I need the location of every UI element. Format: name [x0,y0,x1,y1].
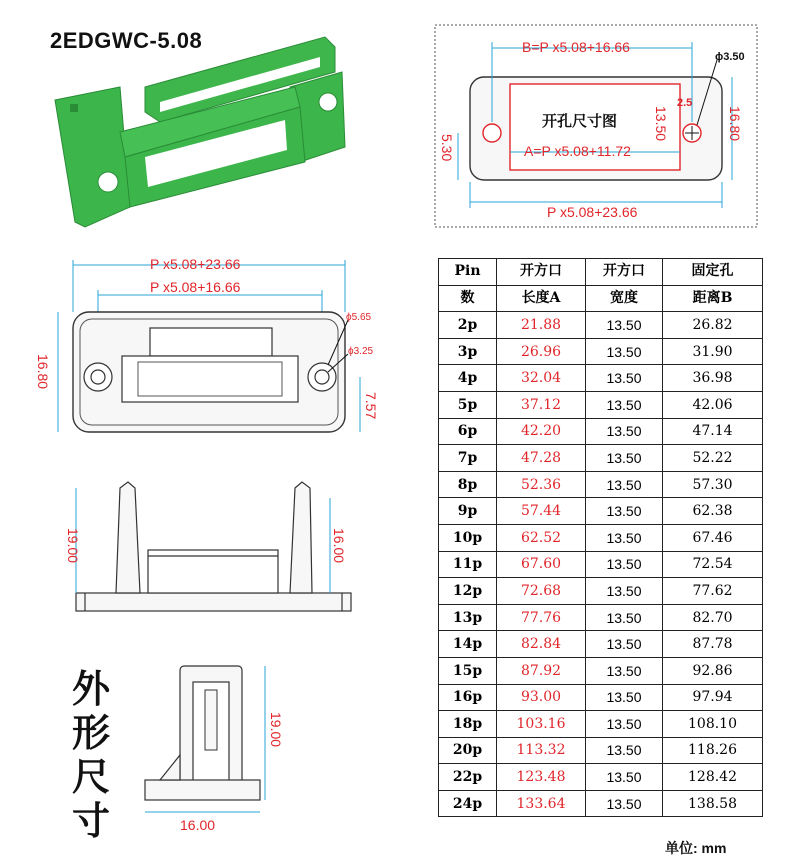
table-cell-a: 93.00 [497,684,586,711]
front-dim-left-label: 19.00 [65,528,81,564]
table-row [439,498,763,525]
top-dim-total-label: P x5.08+23.66 [150,256,241,272]
side-view-title: 外形尺寸 [71,669,110,843]
table-cell-a: 32.04 [497,365,586,392]
table-row [439,338,763,365]
front-flange [76,593,351,611]
table-cell-w: 13.50 [586,524,663,551]
table-row [439,471,763,498]
table-cell-b: 82.70 [663,604,763,631]
table-cell-b: 87.78 [663,631,763,658]
cutout-title: 开孔尺寸图 [542,113,618,130]
table-cell-b: 62.38 [663,498,763,525]
table-cell-w: 13.50 [586,312,663,339]
table-cell-w: 13.50 [586,391,663,418]
header-pin: Pin [439,259,497,286]
table-cell-w: 13.50 [586,790,663,817]
table-row [439,684,763,711]
table-cell-b: 72.54 [663,551,763,578]
table-cell-b: 57.30 [663,471,763,498]
table-row [439,391,763,418]
table-header-row-2 [439,285,763,312]
table-cell-a: 21.88 [497,312,586,339]
table-cell-pin: 16p [439,684,497,711]
table-cell-pin: 4p [439,365,497,392]
table-cell-a: 67.60 [497,551,586,578]
table-row [439,657,763,684]
front-view-drawing [40,470,380,620]
table-cell-pin: 7p [439,445,497,472]
table-cell-a: 42.20 [497,418,586,445]
unit-label: 单位: mm [665,840,727,856]
dim-left-label: 5.30 [439,134,455,162]
table-cell-pin: 24p [439,790,497,817]
header-pin-sub: 数 [439,285,497,312]
table-cell-a: 103.16 [497,711,586,738]
table-cell-w: 13.50 [586,631,663,658]
table-cell-b: 67.46 [663,524,763,551]
table-cell-b: 97.94 [663,684,763,711]
spec-table [438,258,763,817]
table-row [439,631,763,658]
table-cell-pin: 10p [439,524,497,551]
table-cell-a: 57.44 [497,498,586,525]
table-row [439,524,763,551]
table-cell-b: 118.26 [663,737,763,764]
table-cell-a: 47.28 [497,445,586,472]
cutout-diagram [432,22,762,232]
table-cell-b: 92.86 [663,657,763,684]
header-hole: 固定孔 [663,259,763,286]
table-cell-pin: 2p [439,312,497,339]
front-dim-right-label: 16.00 [331,528,347,564]
dim-b-label: B=P x5.08+16.66 [522,39,630,55]
header-width: 开方口 [586,259,663,286]
table-cell-a: 82.84 [497,631,586,658]
table-cell-a: 26.96 [497,338,586,365]
table-cell-w: 13.50 [586,657,663,684]
top-dim-hole-inner: ϕ3.25 [348,346,374,357]
dim-offset-label: 2.5 [677,97,693,109]
mount-hole-left [483,124,501,142]
table-cell-a: 72.68 [497,578,586,605]
table-cell-a: 113.32 [497,737,586,764]
table-cell-pin: 14p [439,631,497,658]
table-row [439,764,763,791]
dim-a-label: A=P x5.08+11.72 [524,143,631,159]
table-row [439,445,763,472]
table-cell-pin: 11p [439,551,497,578]
table-cell-w: 13.50 [586,551,663,578]
table-row [439,418,763,445]
table-cell-a: 37.12 [497,391,586,418]
table-cell-b: 36.98 [663,365,763,392]
table-cell-w: 13.50 [586,604,663,631]
dim-hole-label: ϕ3.50 [715,51,745,63]
table-row [439,604,763,631]
table-cell-pin: 8p [439,471,497,498]
table-cell-w: 13.50 [586,498,663,525]
table-header-row-1 [439,259,763,286]
table-cell-b: 52.22 [663,445,763,472]
table-cell-pin: 15p [439,657,497,684]
table-cell-b: 77.62 [663,578,763,605]
side-base [145,780,260,800]
dim-outer-height-label: 16.80 [727,106,743,142]
table-row [439,312,763,339]
table-cell-w: 13.50 [586,418,663,445]
table-cell-w: 13.50 [586,737,663,764]
table-cell-w: 13.50 [586,471,663,498]
table-cell-pin: 20p [439,737,497,764]
table-cell-a: 62.52 [497,524,586,551]
table-cell-a: 87.92 [497,657,586,684]
table-cell-b: 108.10 [663,711,763,738]
header-length: 开方口 [497,259,586,286]
table-row [439,365,763,392]
table-cell-a: 133.64 [497,790,586,817]
header-width-sub: 宽度 [586,285,663,312]
table-cell-b: 128.42 [663,764,763,791]
table-cell-pin: 22p [439,764,497,791]
table-cell-pin: 9p [439,498,497,525]
table-row [439,578,763,605]
table-cell-w: 13.50 [586,338,663,365]
table-cell-b: 47.14 [663,418,763,445]
table-cell-w: 13.50 [586,578,663,605]
table-row [439,790,763,817]
table-cell-pin: 13p [439,604,497,631]
product-render-image [50,32,350,237]
table-cell-b: 42.06 [663,391,763,418]
table-cell-pin: 3p [439,338,497,365]
top-view-drawing [30,252,390,452]
dim-inner-height-label: 13.50 [653,106,669,142]
table-cell-pin: 6p [439,418,497,445]
table-cell-a: 123.48 [497,764,586,791]
top-dim-hole-outer: ϕ5.65 [346,312,372,323]
table-row [439,737,763,764]
table-cell-b: 31.90 [663,338,763,365]
table-cell-b: 138.58 [663,790,763,817]
table-cell-w: 13.50 [586,711,663,738]
table-cell-a: 77.76 [497,604,586,631]
header-hole-sub: 距离B [663,285,763,312]
dim-total-label: P x5.08+23.66 [547,204,638,220]
top-dim-inner-label: P x5.08+16.66 [150,279,241,295]
product-title: 2EDGWC-5.08 [50,28,203,53]
table-cell-w: 13.50 [586,764,663,791]
table-cell-b: 26.82 [663,312,763,339]
side-dim-height-label: 19.00 [268,712,284,748]
table-cell-pin: 5p [439,391,497,418]
table-cell-a: 52.36 [497,471,586,498]
table-row [439,711,763,738]
table-cell-w: 13.50 [586,684,663,711]
header-length-sub: 长度A [497,285,586,312]
table-row [439,551,763,578]
side-dim-width-label: 16.00 [180,817,216,833]
top-dim-height-label: 16.80 [35,354,51,390]
table-cell-w: 13.50 [586,445,663,472]
side-view-drawing [135,660,305,840]
table-cell-pin: 12p [439,578,497,605]
table-cell-pin: 18p [439,711,497,738]
table-cell-w: 13.50 [586,365,663,392]
top-dim-half-label: 7.57 [363,392,379,420]
